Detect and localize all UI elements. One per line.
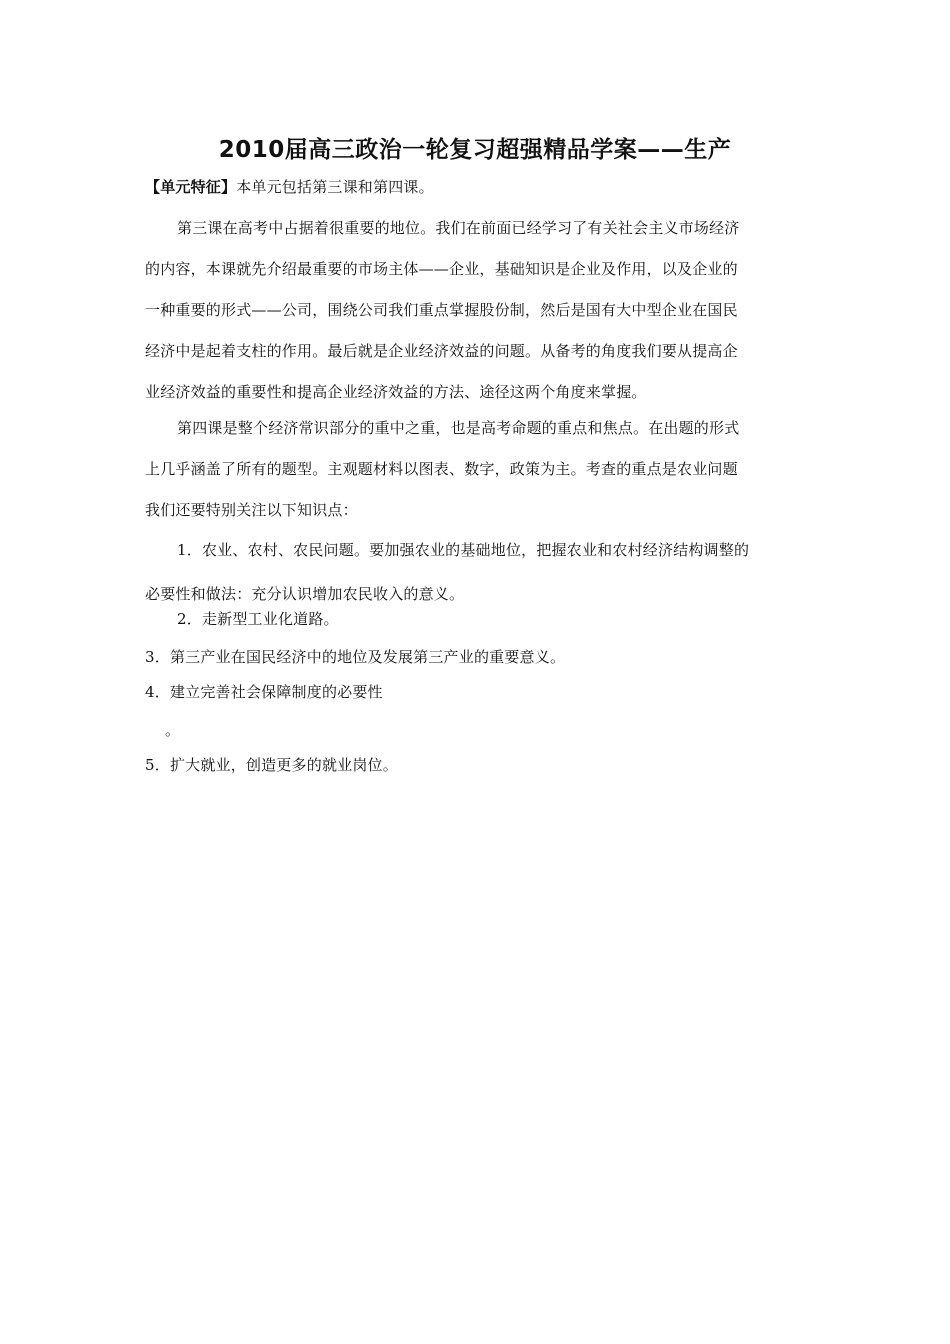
list-item-line: 1．农业、农村、农民问题。要加强农业的基础地位，把握农业和农村经济结构调整的 xyxy=(177,541,750,559)
knowledge-item-5: 5．扩大就业，创造更多的就业岗位。 xyxy=(145,756,398,774)
paragraph-line: 我们还要特别关注以下知识点： xyxy=(145,501,358,519)
paragraph-line: 第三课在高考中占据着很重要的地位。我们在前面已经学习了有关社会主义市场经济 xyxy=(177,219,740,237)
paragraph-line: 第四课是整个经济常识部分的重中之重，也是高考命题的重点和焦点。在出题的形式 xyxy=(177,419,740,437)
paragraph-lesson-four xyxy=(145,408,739,531)
paragraph-line: 的内容，本课就先介绍最重要的市场主体——企业，基础知识是企业及作用，以及企业的 xyxy=(145,260,738,278)
paragraph-line: 上几乎涵盖了所有的题型。主观题材料以图表、数字，政策为主。考查的重点是农业问题 xyxy=(145,460,738,478)
paragraph-line: 一种重要的形式——公司，围绕公司我们重点掌握股份制，然后是国有大中型企业在国民 xyxy=(145,301,738,319)
knowledge-item-2: 2．走新型工业化道路。 xyxy=(177,610,339,628)
unit-feature-text: 本单元包括第三课和第四课。 xyxy=(236,178,434,196)
document-title: 2010届高三政治一轮复习超强精品学案——生产 xyxy=(218,137,732,163)
unit-feature-label: 【单元特征】 xyxy=(145,178,237,196)
knowledge-item-4-tail: 。 xyxy=(165,721,181,739)
paragraph-lesson-three xyxy=(145,208,739,413)
list-item-line: 必要性和做法：充分认识增加农民收入的意义。 xyxy=(145,585,465,603)
paragraph-line: 经济中是起着支柱的作用。最后就是企业经济效益的问题。从备考的角度我们要从提高企 xyxy=(145,342,738,360)
paragraph-line: 业经济效益的重要性和提高企业经济效益的方法、途径这两个角度来掌握。 xyxy=(145,383,647,401)
knowledge-item-3: 3．第三产业在国民经济中的地位及发展第三产业的重要意义。 xyxy=(145,648,566,666)
unit-feature-line xyxy=(145,176,434,198)
knowledge-item-4: 4．建立完善社会保障制度的必要性 xyxy=(145,683,383,701)
knowledge-item-1 xyxy=(145,528,749,616)
